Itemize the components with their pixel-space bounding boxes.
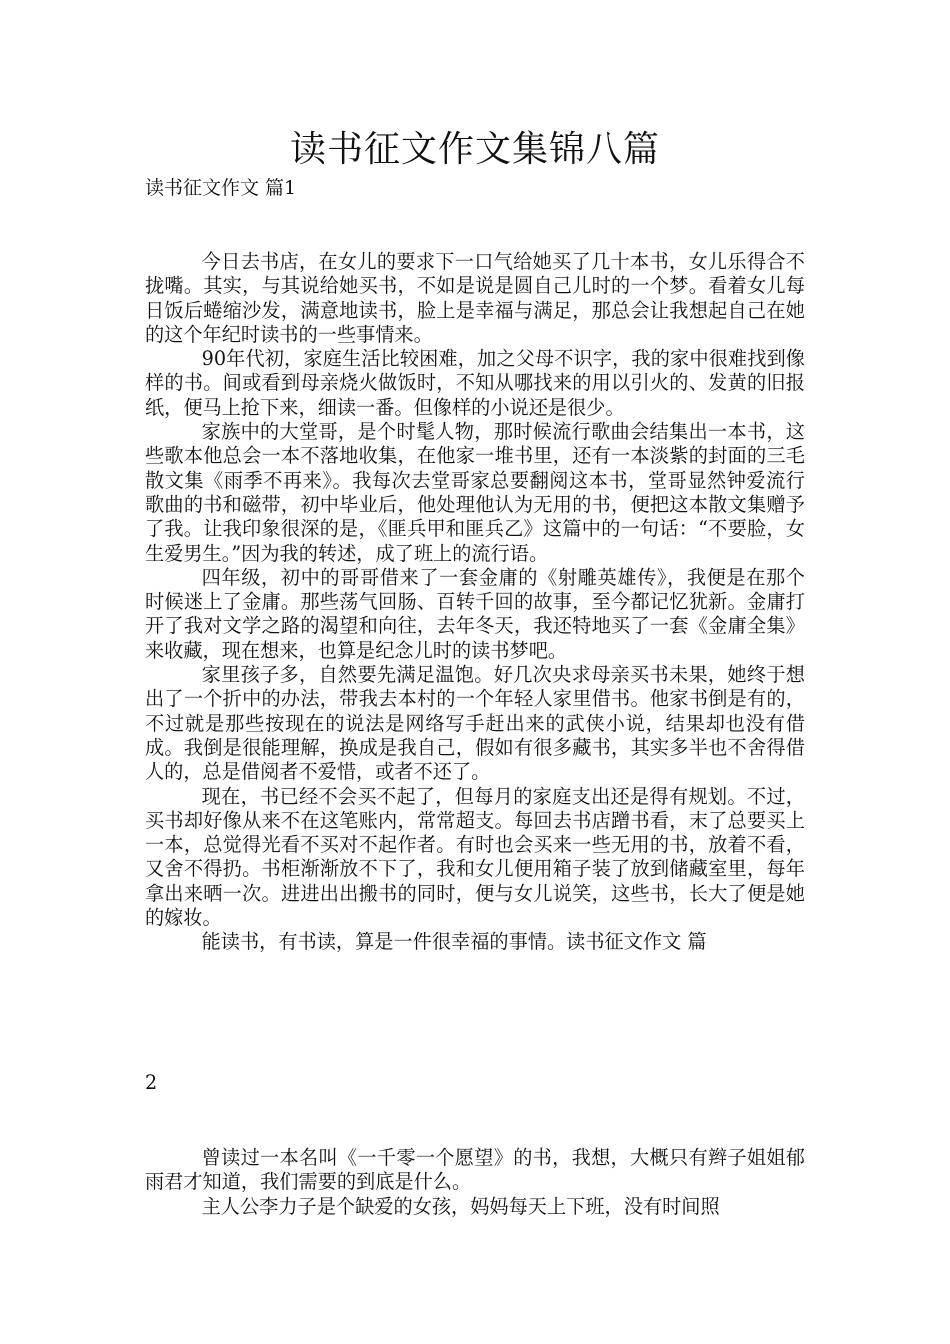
section-number: 2: [145, 1071, 158, 1094]
paragraph: 现在，书已经不会买不起了，但每月的家庭支出还是得有规划。不过，买书却好像从来不在这笔账内，常常超支。每回去书店蹭书看，末了总要买上一本，总觉得光看不买对不起作者。有时也会买来一些无用的书，放着不看，又舍不得扔。书柜渐渐放不下了，我和女儿便用箱子装了放到储藏室里，每年拿出来晒一次。进进出出搬书的同时，便与女儿说笑，这些书，长大了便是她的嫁妆。: [145, 784, 805, 930]
paragraph: 四年级，初中的哥哥借来了一套金庸的《射雕英雄传》，我便是在那个时候迷上了金庸。那些荡气回肠、百转千回的故事，至今都记忆犹新。金庸打开了我对文学之路的渴望和向往，去年冬天，我还特地买了一套《金庸全集》来收藏，现在想来，也算是纪念儿时的读书梦吧。: [145, 565, 805, 662]
document-title: 读书征文作文集锦八篇: [289, 129, 660, 170]
paragraph: 曾读过一本名叫《一千零一个愿望》的书，我想，大概只有辫子姐姐郁雨君才知道，我们需要的到底是什么。: [145, 1146, 805, 1194]
paragraph: 能读书，有书读，算是一件很幸福的事情。读书征文作文 篇: [201, 930, 707, 954]
paragraph: 家族中的大堂哥，是个时髦人物，那时候流行歌曲会结集出一本书，这些歌本他总会一本不落地收集，在他家一堆书里，还有一本淡紫的封面的三毛散文集《雨季不再来》。我每次去堂哥家总要翻阅这本书，堂哥显然钟爱流行歌曲的书和磁带，初中毕业后，他处理他认为无用的书，便把这本散文集赠予了我。让我印象很深的是，《匪兵甲和匪兵乙》这篇中的一句话：“不要脸，女生爱男生。”因为我的转述，成了班上的流行语。: [145, 420, 805, 565]
paragraph: 90年代初，家庭生活比较困难，加之父母不识字，我的家中很难找到像样的书。间或看到母亲烧火做饭时，不知从哪找来的用以引火的、发黄的旧报纸，便马上抢下来，细读一番。但像样的小说还是很少。: [145, 347, 805, 419]
section-body: [145, 1146, 805, 1219]
paragraph: 主人公李力子是个缺爱的女孩，妈妈每天上下班，没有时间照: [201, 1194, 720, 1218]
section-heading: 读书征文作文 篇1: [145, 177, 297, 199]
section-body: [145, 250, 805, 955]
paragraph: 今日去书店，在女儿的要求下一口气给她买了几十本书，女儿乐得合不拢嘴。其实，与其说给她买书，不如是说是圆自己儿时的一个梦。看着女儿每日饭后蜷缩沙发，满意地读书，脸上是幸福与满足，那总会让我想起自己在她的这个年纪时读书的一些事情来。: [145, 250, 805, 346]
paragraph: 家里孩子多，自然要先满足温饱。好几次央求母亲买书未果，她终于想出了一个折中的办法，带我去本村的一个年轻人家里借书。他家书倒是有的，不过就是那些按现在的说法是网络写手赶出来的武侠小说，结果却也没有借成。我倒是很能理解，换成是我自己，假如有很多藏书，其实多半也不舍得借人的，总是借阅者不爱惜，或者不还了。: [145, 663, 805, 784]
